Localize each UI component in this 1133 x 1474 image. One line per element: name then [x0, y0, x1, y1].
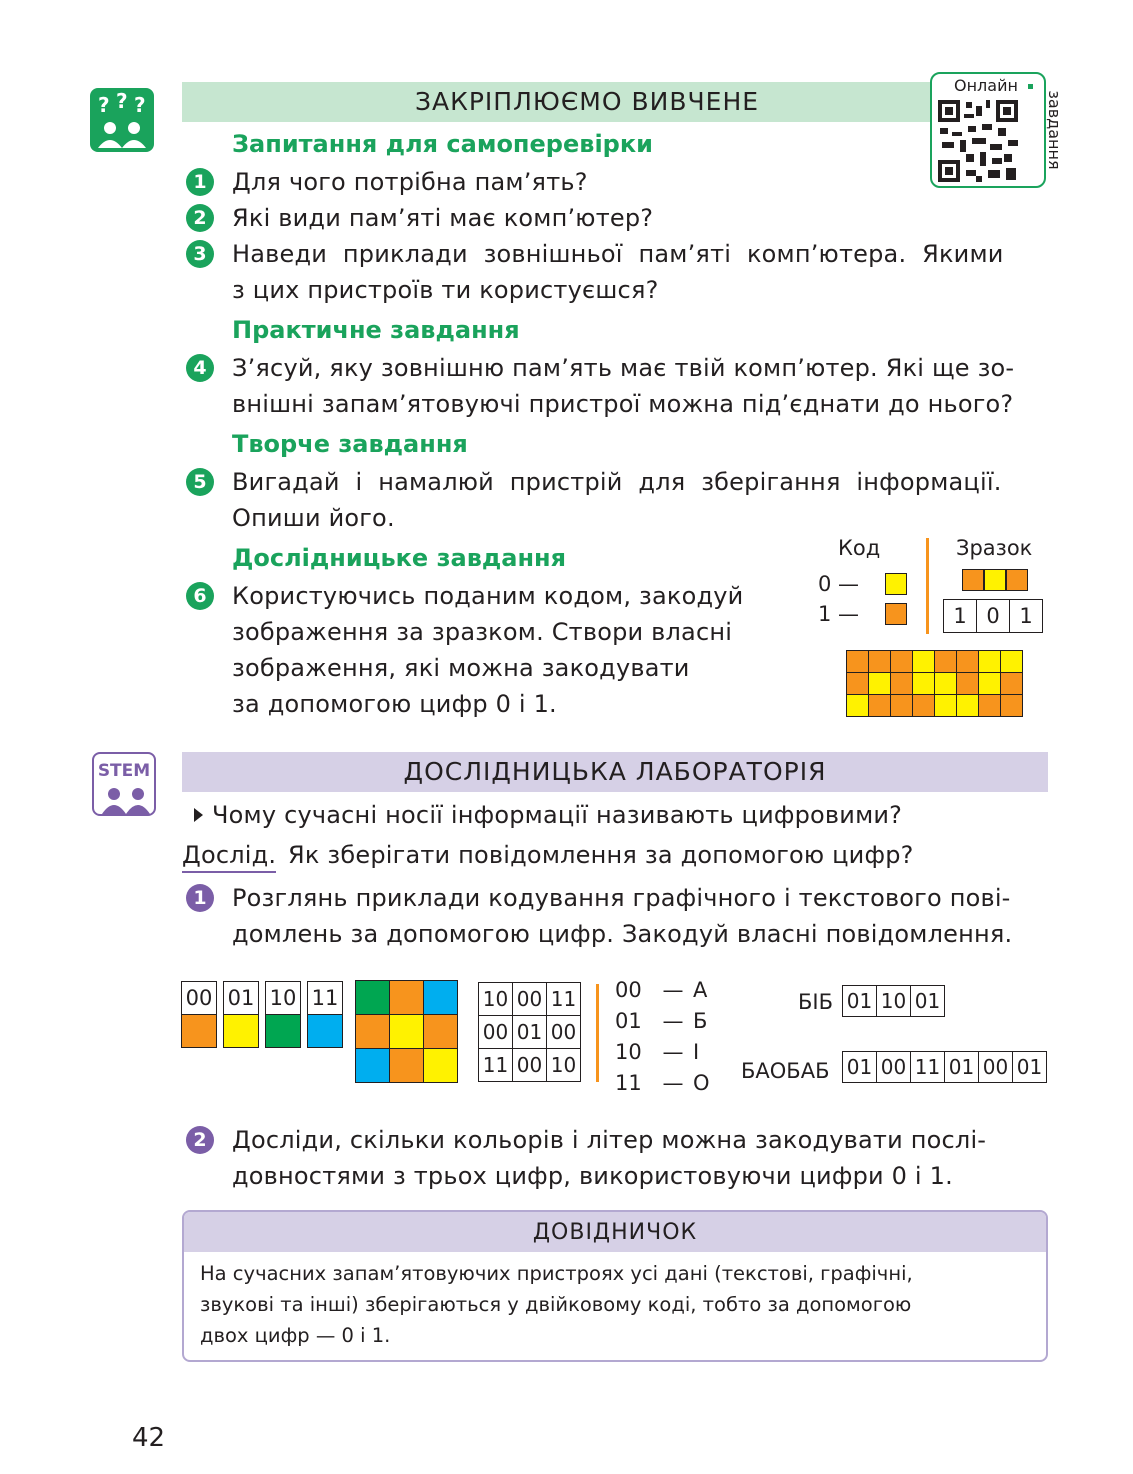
question-text: внішні запам’ятовуючі пристрої можна під’єднати до нього? — [232, 390, 1014, 418]
letter-code: 11 — [615, 1071, 642, 1095]
color-image-cell — [423, 1048, 458, 1083]
pixel-cell — [1000, 694, 1023, 717]
pixel-cell — [912, 672, 935, 695]
letter-code-dash: — — [662, 1009, 684, 1033]
color-image-cell — [389, 1048, 424, 1083]
question-text: Вигадай і намалюй пристрій для зберігання інформації. — [232, 468, 1002, 496]
pixel-cell — [890, 650, 913, 673]
question-number: 2 — [186, 204, 214, 232]
word-code-cell: 01 — [842, 985, 877, 1017]
reference-title: ДОВІДНИЧОК — [532, 1220, 698, 1245]
code-row-1: 1 — — [818, 602, 860, 626]
stem-icon — [92, 752, 156, 816]
question-text: зображення за зразком. Створи власні — [232, 618, 733, 646]
reference-line: двох цифр — 0 і 1. — [200, 1324, 391, 1347]
color-code-label: 11 — [307, 981, 343, 1015]
section-title: ЗАКРІПЛЮЄМО ВИВЧЕНЕ — [414, 87, 760, 116]
experiment-label: Дослід. — [182, 839, 276, 873]
pixel-cell — [934, 694, 957, 717]
online-side-label: завдання — [1045, 90, 1064, 170]
svg-text:?: ? — [134, 93, 146, 117]
pixel-cell — [978, 694, 1001, 717]
code-table-cell: 10 — [546, 1048, 581, 1082]
pixel-cell — [868, 672, 891, 695]
sample-digit-cell: 1 — [1009, 599, 1043, 633]
color-image-cell — [389, 980, 424, 1015]
page-number: 42 — [132, 1423, 166, 1453]
letter-code-dash: — — [662, 978, 684, 1002]
creative-heading: Творче завдання — [232, 430, 468, 458]
color-image-cell — [423, 1014, 458, 1049]
word-code-cell: 10 — [876, 985, 911, 1017]
question-text: довностями з трьох цифр, використовуючи цифри 0 і 1. — [232, 1162, 953, 1190]
pixel-cell — [934, 650, 957, 673]
question-number: 6 — [186, 582, 214, 610]
reference-text — [184, 1252, 1046, 1351]
question-text: З’ясуй, яку зовнішню пам’ять має твій комп’ютер. Які ще зо- — [232, 354, 1015, 382]
divider-line — [596, 984, 599, 1082]
stem-label: STEM — [97, 761, 151, 781]
code-table-cell: 01 — [512, 1015, 547, 1049]
color-image-cell — [355, 1014, 390, 1049]
question-number: 5 — [186, 468, 214, 496]
letter-code-letter: О — [693, 1071, 710, 1095]
code-table-cell: 10 — [478, 982, 513, 1016]
reference-box — [182, 1210, 1048, 1362]
pixel-cell — [846, 650, 869, 673]
sample-color-cell — [1006, 569, 1028, 591]
lab-title-bar — [182, 752, 1048, 792]
color-code-label: 01 — [223, 981, 259, 1015]
pixel-cell — [978, 650, 1001, 673]
pixel-cell — [846, 694, 869, 717]
question-text: Наведи приклади зовнішньої пам’яті комп’ютера. Якими — [232, 240, 1004, 268]
question-text: Які види пам’яті має комп’ютер? — [232, 204, 654, 232]
yellow-square — [885, 573, 907, 595]
sample-color-cell — [984, 569, 1006, 591]
sample-color-cell — [962, 569, 984, 591]
reference-title-bar — [184, 1212, 1046, 1252]
question-text: Розглянь приклади кодування графічного і текстового пові- — [232, 884, 1011, 912]
pixel-cell — [890, 672, 913, 695]
letter-code-row — [615, 1006, 707, 1036]
color-code-swatch — [265, 1014, 301, 1048]
word-label: БАОБАБ — [741, 1059, 830, 1083]
color-image-cell — [355, 980, 390, 1015]
pixel-cell — [956, 672, 979, 695]
pixel-cell — [912, 650, 935, 673]
pixel-cell — [912, 694, 935, 717]
word-code-cell: 01 — [1012, 1051, 1047, 1083]
color-image-grid — [355, 980, 457, 1082]
color-code-swatch — [181, 1014, 217, 1048]
code-table-cell: 00 — [478, 1015, 513, 1049]
reference-line: На сучасних запам’ятовуючих пристроях усі дані (текстові, графічні, — [200, 1262, 913, 1285]
question-number: 4 — [186, 354, 214, 382]
svg-text:?: ? — [98, 93, 110, 117]
pixel-cell — [846, 672, 869, 695]
color-code-swatch — [223, 1014, 259, 1048]
sample-label: Зразок — [956, 536, 1033, 560]
sample-digit-cell: 1 — [943, 599, 977, 633]
code-row-0: 0 — — [818, 572, 860, 596]
letter-code-row — [615, 975, 707, 1005]
online-dot-icon — [1028, 84, 1033, 89]
qr-code-icon — [938, 100, 1018, 182]
pixel-grid — [846, 650, 1020, 716]
pixel-cell — [978, 672, 1001, 695]
word-code-cell: 01 — [842, 1051, 877, 1083]
letter-code-letter: І — [693, 1040, 700, 1064]
letter-codes — [615, 975, 725, 1099]
code-table-cell: 00 — [512, 1048, 547, 1082]
question-text: Користуючись поданим кодом, закодуй — [232, 582, 744, 610]
color-code-label: 10 — [265, 981, 301, 1015]
letter-code-dash: — — [662, 1040, 684, 1064]
letter-code: 00 — [615, 978, 642, 1002]
color-image-cell — [389, 1014, 424, 1049]
pixel-cell — [1000, 650, 1023, 673]
letter-code-row — [615, 1037, 699, 1067]
letter-code-letter: А — [693, 978, 708, 1002]
pixel-cell — [956, 694, 979, 717]
experiment-text: Як зберігати повідомлення за допомогою цифр? — [288, 841, 914, 869]
question-number: 1 — [186, 168, 214, 196]
word-code-cell: 00 — [978, 1051, 1013, 1083]
online-label: Онлайн — [954, 76, 1018, 95]
color-code-swatch — [307, 1014, 343, 1048]
question-text: Опиши його. — [232, 504, 395, 532]
letter-code-letter: Б — [693, 1009, 708, 1033]
word-code-cell: 01 — [944, 1051, 979, 1083]
question-text: домлень за допомогою цифр. Закодуй власні повідомлення. — [232, 920, 1013, 948]
orange-square — [885, 603, 907, 625]
letter-code: 01 — [615, 1009, 642, 1033]
code-table-cell: 00 — [546, 1015, 581, 1049]
letter-code-row — [615, 1068, 710, 1098]
question-text: за допомогою цифр 0 і 1. — [232, 690, 557, 718]
lab-question: Чому сучасні носії інформації називають цифровими? — [212, 801, 903, 829]
research-heading: Дослідницьке завдання — [232, 544, 567, 572]
pixel-cell — [890, 694, 913, 717]
question-number: 1 — [186, 884, 214, 912]
pixel-cell — [934, 672, 957, 695]
lab-title: ДОСЛІДНИЦЬКА ЛАБОРАТОРІЯ — [403, 757, 827, 786]
word-label: БІБ — [798, 990, 834, 1014]
triangle-bullet-icon — [194, 808, 203, 822]
section-title-bar — [182, 82, 952, 122]
practical-heading: Практичне завдання — [232, 316, 520, 344]
code-table — [478, 982, 580, 1081]
reference-line: звукові та інші) зберігаються у двійковому коді, тобто за допомогою — [200, 1293, 912, 1316]
question-text: з цих пристроїв ти користуєшся? — [232, 276, 659, 304]
pixel-cell — [868, 650, 891, 673]
word-code-cell: 00 — [876, 1051, 911, 1083]
question-number: 2 — [186, 1126, 214, 1154]
sample-digit-cell: 0 — [976, 599, 1010, 633]
code-table-cell: 11 — [478, 1048, 513, 1082]
question-text: Досліди, скільки кольорів і літер можна закодувати послі- — [232, 1126, 987, 1154]
question-text: зображення, які можна закодувати — [232, 654, 690, 682]
color-image-cell — [355, 1048, 390, 1083]
letter-code: 10 — [615, 1040, 642, 1064]
question-text: Для чого потрібна пам’ять? — [232, 168, 588, 196]
questions-icon — [90, 88, 154, 152]
letter-code-dash: — — [662, 1071, 684, 1095]
question-number: 3 — [186, 240, 214, 268]
pixel-cell — [1000, 672, 1023, 695]
online-qr-box[interactable] — [930, 72, 1064, 188]
self-check-heading: Запитання для самоперевірки — [232, 130, 653, 158]
color-code-label: 00 — [181, 981, 217, 1015]
divider-line — [926, 538, 929, 634]
code-table-cell: 11 — [546, 982, 581, 1016]
code-table-cell: 00 — [512, 982, 547, 1016]
word-code-cell: 11 — [910, 1051, 945, 1083]
code-label: Код — [838, 536, 881, 560]
color-image-cell — [423, 980, 458, 1015]
pixel-cell — [868, 694, 891, 717]
word-code-cell: 01 — [910, 985, 945, 1017]
pixel-cell — [956, 650, 979, 673]
svg-text:?: ? — [116, 89, 128, 113]
